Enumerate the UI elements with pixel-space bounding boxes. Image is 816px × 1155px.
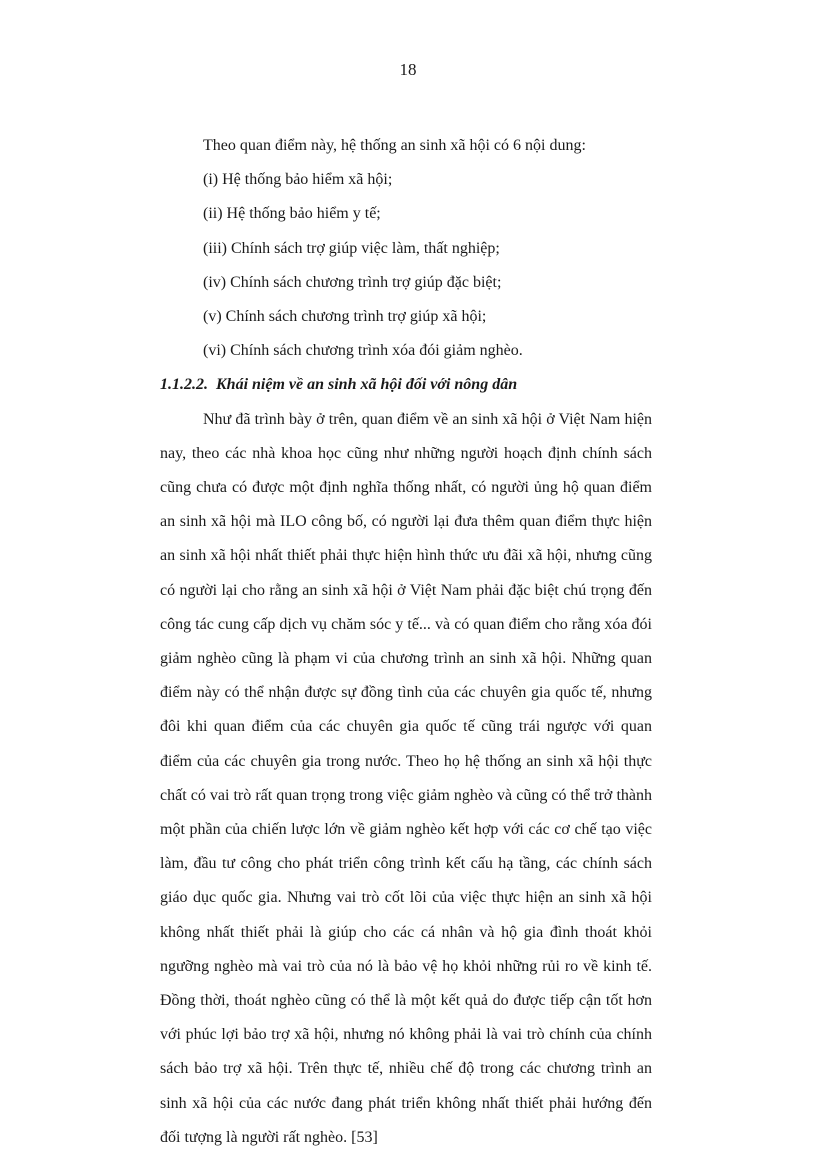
list-item: (iii) Chính sách trợ giúp việc làm, thất nghiệp; [203,239,500,257]
body-paragraph: Như đã trình bày ở trên, quan điểm về an sinh xã hội ở Việt Nam hiện nay, theo các nhà khoa học cũng như những người hoạch định chính sách cũng chưa có được một định nghĩa thống nhất, có người ủng hộ quan điểm an sinh xã hội mà ILO công bố, có người lại đưa thêm quan điểm thực hiện an sinh xã hội nhất thiết phải thực hiện hình thức ưu đãi xã hội, nhưng cũng có người lại cho rằng an sinh xã hội ở Việt Nam phải đặc biệt chú trọng đến công tác cung cấp dịch vụ chăm sóc y tế... và có quan điểm cho rằng xóa đói giảm nghèo cũng là phạm vi của chương trình an sinh xã hội. Những quan điểm này có thể nhận được sự đồng tình của các chuyên gia quốc tế, nhưng đôi khi quan điểm của các chuyên gia quốc tế cũng trái ngược với quan điểm của các chuyên gia trong nước. Theo họ hệ thống an sinh xã hội thực chất có vai trò rất quan trọng trong việc giảm nghèo và cũng có thể trở thành một phần của chiến lược lớn về giảm nghèo kết hợp với các cơ chế tạo việc làm, đầu tư công cho phát triển công trình kết cấu hạ tầng, các chính sách giáo dục quốc gia. Nhưng vai trò cốt lõi của việc thực hiện an sinh xã hội không nhất thiết phải là giúp cho các cá nhân và hộ gia đình thoát khỏi ngưỡng nghèo mà vai trò của nó là bảo vệ họ khỏi những rủi ro về kinh tế. Đồng thời, thoát nghèo cũng có thể là một kết quả do được tiếp cận tốt hơn với phúc lợi bảo trợ xã hội, nhưng nó không phải là vai trò chính của chính sách bảo trợ xã hội. Trên thực tế, nhiều chế độ trong các chương trình an sinh xã hội của các nước đang phát triển không nhất thiết phải hướng đến đối tượng là người rất nghèo. [53] [160,410,652,1146]
section-heading [160,368,652,402]
list-item: (i) Hệ thống bảo hiểm xã hội; [203,171,393,189]
intro-line: Theo quan điểm này, hệ thống an sinh xã hội có 6 nội dung: [203,137,586,154]
section-number: 1.1.2.2. [160,376,208,394]
page-content [160,129,652,1155]
list-item: (vi) Chính sách chương trình xóa đói giảm nghèo. [203,342,523,360]
list-item: (v) Chính sách chương trình trợ giúp xã hội; [203,308,487,326]
page-number: 18 [399,60,417,79]
section-title: Khái niệm về an sinh xã hội đối với nông dân [216,376,518,394]
list-item: (ii) Hệ thống bảo hiểm y tế; [203,205,381,223]
list-item: (iv) Chính sách chương trình trợ giúp đặc biệt; [203,273,502,291]
